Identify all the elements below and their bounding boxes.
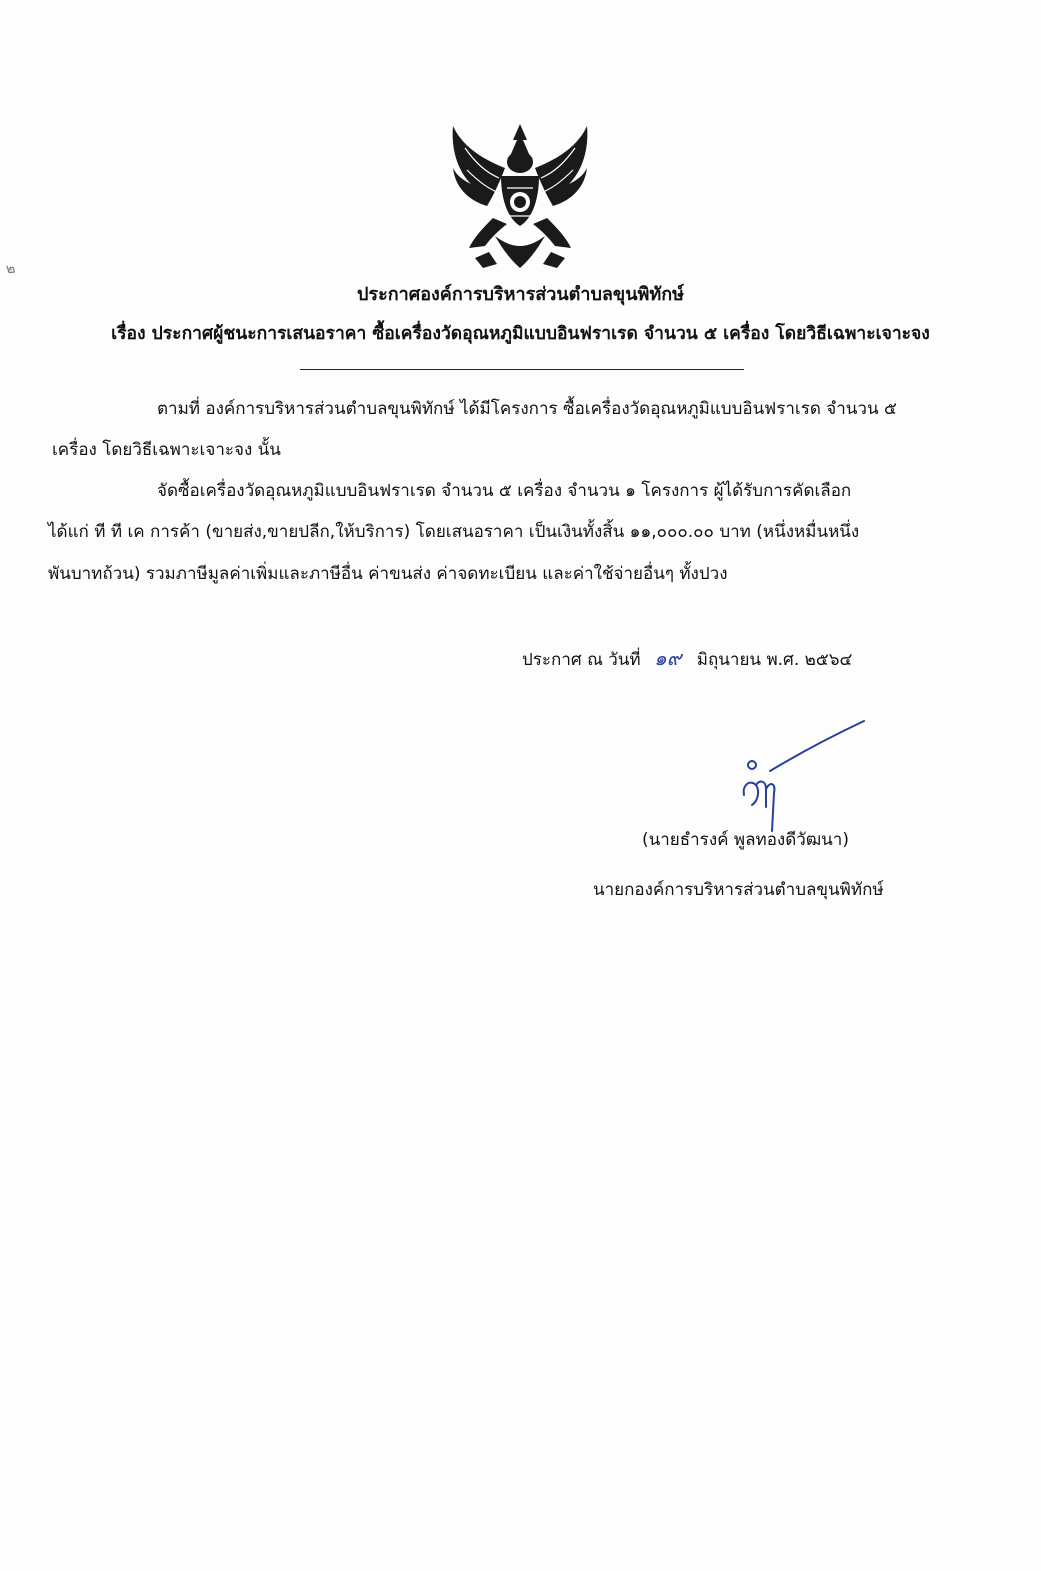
paragraph-2-line-2: ได้แก่ ที ที เค การค้า (ขายส่ง,ขายปลีก,ให้บริการ) โดยเสนอราคา เป็นเงินทั้งสิ้น ๑๑,๐๐๐.๐๐ บาท (หนึ่งหมื่นหนึ่ง xyxy=(48,522,860,542)
header-divider xyxy=(300,369,744,370)
paragraph-1-line-2: เครื่อง โดยวิธีเฉพาะเจาะจง นั้น xyxy=(52,440,281,460)
paragraph-2-line-3: พันบาทถ้วน) รวมภาษีมูลค่าเพิ่มและภาษีอื่น ค่าขนส่ง ค่าจดทะเบียน และค่าใช้จ่ายอื่นๆ ทั้งปวง xyxy=(48,564,728,584)
page-number-mark: ๒ xyxy=(4,260,17,278)
date-prefix: ประกาศ ณ วันที่ xyxy=(522,650,641,670)
announcement-subject: เรื่อง ประกาศผู้ชนะการเสนอราคา ซื้อเครื่องวัดอุณหภูมิแบบอินฟราเรด จำนวน ๕ เครื่อง โดยวิธีเฉพาะเจาะจง xyxy=(111,324,930,344)
garuda-emblem-icon xyxy=(445,118,595,278)
date-month-year: มิถุนายน พ.ศ. ๒๕๖๔ xyxy=(696,650,853,670)
announcement-date xyxy=(522,646,852,672)
announcement-title: ประกาศองค์การบริหารส่วนตำบลขุนพิทักษ์ xyxy=(357,284,684,305)
paragraph-2-line-1: จัดซื้อเครื่องวัดอุณหภูมิแบบอินฟราเรด จำนวน ๕ เครื่อง จำนวน ๑ โครงการ ผู้ได้รับการคัดเลือก xyxy=(157,481,852,501)
handwritten-signature-icon xyxy=(730,715,870,835)
handwritten-day: ๑๙ xyxy=(654,646,682,670)
signer-name: (นายธำรงค์ พูลทองดีวัฒนา) xyxy=(642,830,849,850)
signer-position: นายกองค์การบริหารส่วนตำบลขุนพิทักษ์ xyxy=(593,880,884,900)
paragraph-1-line-1: ตามที่ องค์การบริหารส่วนตำบลขุนพิทักษ์ ได้มีโครงการ ซื้อเครื่องวัดอุณหภูมิแบบอินฟราเรด จำนวน ๕ xyxy=(157,399,897,419)
